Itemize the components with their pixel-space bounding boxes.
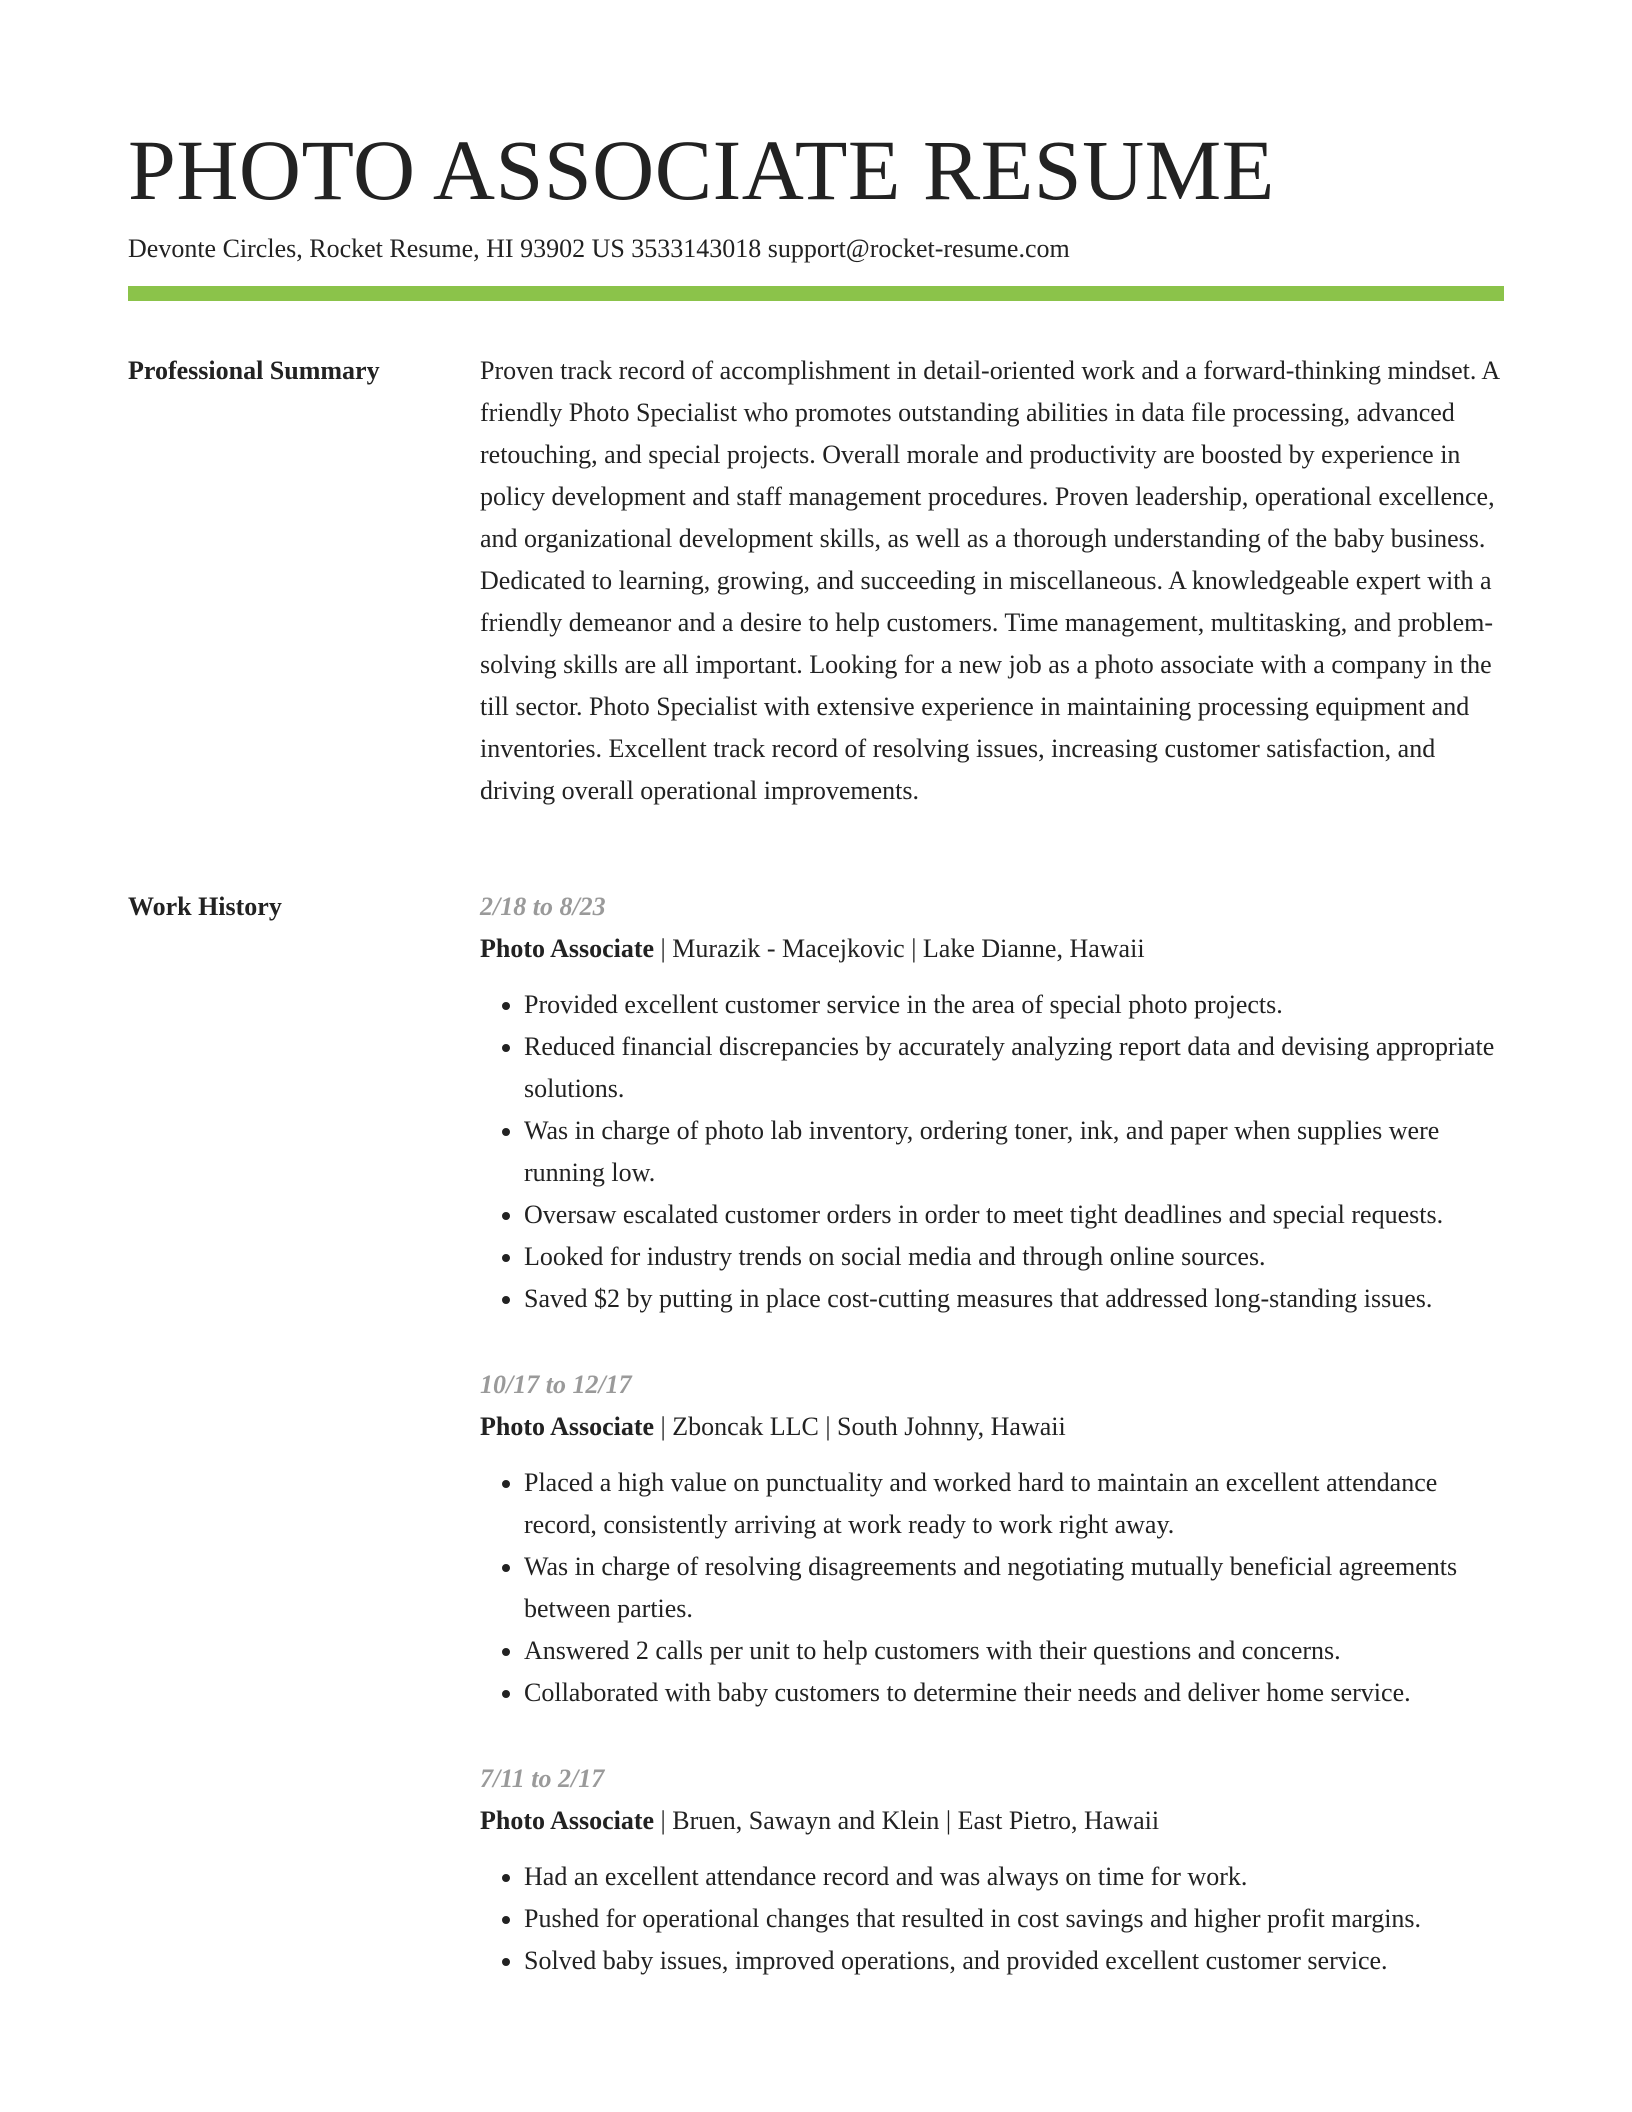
contact-line: Devonte Circles, Rocket Resume, HI 93902 US 3533143018 support@rocket-resume.com: [128, 234, 1070, 263]
summary-body: [480, 350, 1504, 812]
list-item: • Reduced financial discrepancies by accurately analyzing report data and devising appropriate solutions.: [524, 1026, 1504, 1110]
list-item: • Saved $2 by putting in place cost-cutting measures that addressed long-standing issues.: [524, 1278, 1504, 1320]
list-item: • Had an excellent attendance record and was always on time for work.: [524, 1856, 1504, 1898]
job-heading: [480, 1406, 1504, 1448]
list-item: • Pushed for operational changes that resulted in cost savings and higher profit margins.: [524, 1898, 1504, 1940]
list-item: • Solved baby issues, improved operations, and provided excellent customer service.: [524, 1940, 1504, 1982]
job-details: | Bruen, Sawayn and Klein | East Pietro, Hawaii: [654, 1806, 1160, 1835]
summary-text: Proven track record of accomplishment in detail-oriented work and a forward-thinking mindset. A friendly Photo Specialist who promotes outstanding abilities in data file processing, advanced retouching, and special projects. Overall morale and productivity are boosted by experience in policy development and staff management procedures. Proven leadership, operational excellence, and organizational development skills, as well as a thorough understanding of the baby business. Dedicated to learning, growing, and succeeding in miscellaneous. A knowledgeable expert with a friendly demeanor and a desire to help customers. Time management, multitasking, and problem-solving skills are all important. Looking for a new job as a photo associate with a company in the till sector. Photo Specialist with extensive experience in maintaining processing equipment and inventories. Excellent track record of resolving issues, increasing customer satisfaction, and driving overall operational improvements.: [480, 356, 1499, 805]
page-title: PHOTO ASSOCIATE RESUME: [128, 122, 1275, 218]
list-item: • Oversaw escalated customer orders in order to meet tight deadlines and special requests.: [524, 1194, 1504, 1236]
job-title: Photo Associate: [480, 1806, 655, 1835]
job-bullets: [480, 1856, 1504, 1982]
job-details: | Murazik - Macejkovic | Lake Dianne, Hawaii: [654, 934, 1145, 963]
job-title: Photo Associate: [480, 934, 655, 963]
job-entry: [480, 886, 1504, 1320]
job-title: Photo Associate: [480, 1412, 655, 1441]
work-history-body: [480, 886, 1504, 2026]
job-dates: 7/11 to 2/17: [480, 1764, 605, 1793]
job-entry: [480, 1364, 1504, 1714]
job-entry: [480, 1758, 1504, 1982]
job-heading: [480, 928, 1504, 970]
list-item: • Provided excellent customer service in the area of special photo projects.: [524, 984, 1504, 1026]
list-item: • Was in charge of photo lab inventory, ordering toner, ink, and paper when supplies were running low.: [524, 1110, 1504, 1194]
summary-heading: Professional Summary: [128, 356, 380, 385]
list-item: • Looked for industry trends on social media and through online sources.: [524, 1236, 1504, 1278]
work-history-heading: Work History: [128, 892, 282, 921]
job-bullets: [480, 984, 1504, 1320]
job-heading: [480, 1800, 1504, 1842]
list-item: • Placed a high value on punctuality and worked hard to maintain an excellent attendance record, consistently arriving at work ready to work right away.: [524, 1462, 1504, 1546]
job-bullets: [480, 1462, 1504, 1714]
job-dates: 2/18 to 8/23: [480, 892, 606, 921]
job-details: | Zboncak LLC | South Johnny, Hawaii: [654, 1412, 1066, 1441]
list-item: • Answered 2 calls per unit to help customers with their questions and concerns.: [524, 1630, 1504, 1672]
job-dates: 10/17 to 12/17: [480, 1370, 632, 1399]
accent-divider: [128, 286, 1504, 301]
list-item: • Collaborated with baby customers to determine their needs and deliver home service.: [524, 1672, 1504, 1714]
list-item: • Was in charge of resolving disagreements and negotiating mutually beneficial agreements between parties.: [524, 1546, 1504, 1630]
